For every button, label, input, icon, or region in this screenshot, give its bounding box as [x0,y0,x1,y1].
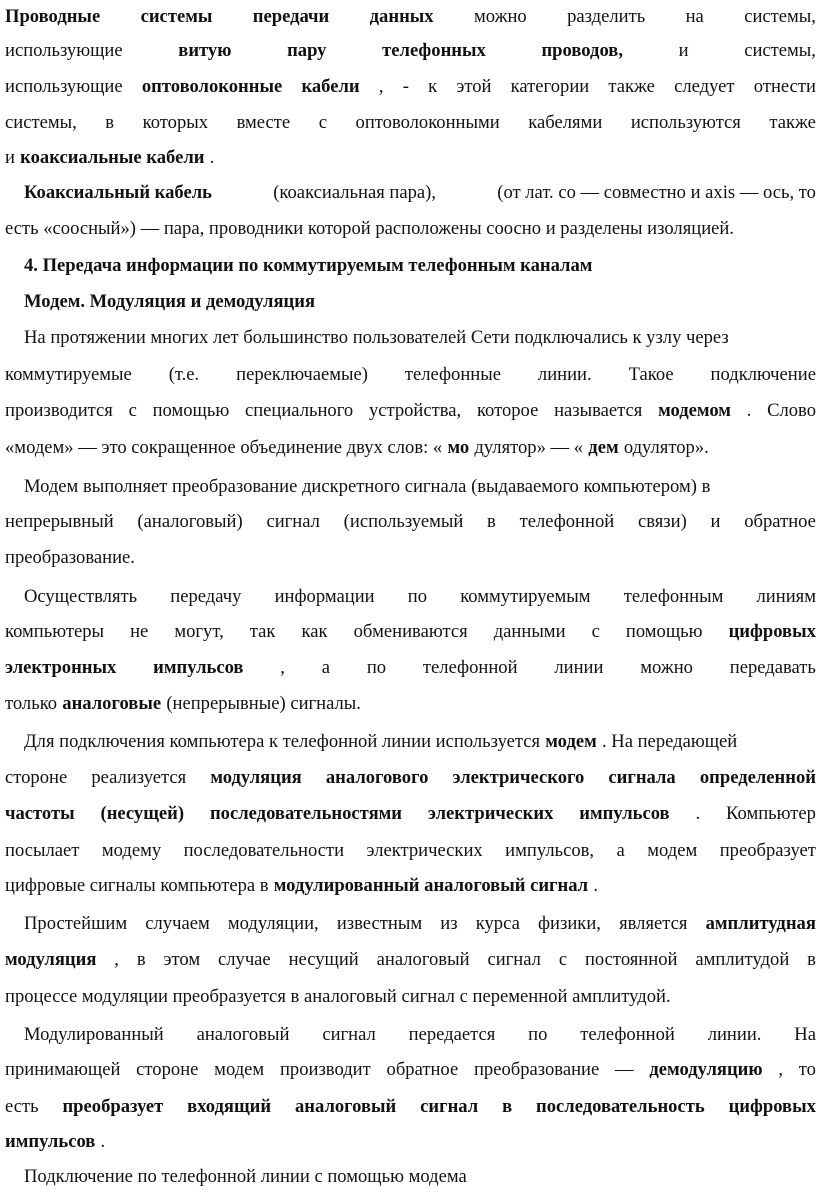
text-fragment: Модем выполняет преобразование дискретного сигнала (выдаваемого компьютером) в [24,476,711,497]
text-fragment: . [695,803,701,824]
text-fragment: , [378,76,384,97]
text-line [24,470,816,504]
text-fragment: переключаемые) [236,364,368,385]
text-fragment: (т.е. [168,364,200,385]
text-fragment: Компьютер [726,803,816,824]
bold-text: (несущей) [100,803,185,824]
text-fragment: коммутируемые [5,364,132,385]
text-fragment: по [407,586,428,607]
text-fragment: электрических [366,840,483,861]
text-line [5,869,816,903]
text-fragment: стороне [136,1059,199,1080]
text-line [5,1125,816,1159]
text-fragment: с [128,400,137,421]
bold-text: передачи [252,6,330,27]
text-fragment: сигнал [487,949,541,970]
text-fragment: линии [554,657,604,678]
bold-text: электронных [5,657,117,678]
bold-text: оптоволоконные [141,76,283,97]
bold-text: сигнала [608,767,676,788]
bold-text: аналоговый [294,1096,397,1117]
bold-text: системы [140,6,213,27]
text-fragment: , [280,657,285,678]
text-fragment: обмениваются [353,621,468,642]
text-fragment: называется [554,400,643,421]
bold-text: последовательность [536,1096,705,1117]
text-fragment: которое [476,400,539,421]
bold-text: аналоговые [62,693,162,714]
text-fragment: разделить [567,6,646,27]
text-fragment: (от лат. co — совместно и axis — ось, то [497,182,816,203]
bold-text: последовательностями [209,803,403,824]
text-fragment: амплитудой [695,949,790,970]
text-fragment: телефонной [519,511,615,532]
text-fragment: модем [214,1059,265,1080]
text-fragment: линии. [537,364,592,385]
bold-text: данных [369,6,434,27]
text-fragment: которых [142,112,209,133]
bold-text: дем [588,437,619,458]
text-fragment: из [440,913,458,934]
text-fragment: , [778,1059,784,1080]
text-fragment: с [591,621,600,642]
text-fragment: вместе [236,112,291,133]
text-fragment: то [798,1059,816,1080]
text-fragment: преобразование [473,1059,600,1080]
text-line [5,106,816,140]
text-fragment: Слово [767,400,816,421]
text-fragment: помощью [152,400,230,421]
text-line [5,1053,816,1087]
text-fragment: Осуществлять [24,586,138,607]
bold-text: цифровых [728,621,816,642]
text-fragment: — [615,1059,634,1080]
text-fragment: связи) [637,511,687,532]
text-fragment: телефонным [623,586,724,607]
text-fragment: в [807,949,816,970]
text-fragment: следует [674,76,735,97]
text-fragment: телефонные [404,364,501,385]
text-fragment: аналоговый [196,1024,290,1045]
text-fragment: (используемый [343,511,464,532]
text-fragment: также [608,76,655,97]
text-fragment: модем [647,840,698,861]
text-fragment: специального [244,400,354,421]
text-fragment: цифровые сигналы компьютера в [5,875,269,896]
bold-text: коаксиальные кабели [20,147,205,168]
text-fragment: помощью [625,621,703,642]
text-fragment: постоянной [584,949,678,970]
text-fragment: могут, [174,621,224,642]
text-line [5,431,816,465]
text-fragment: телефонной [422,657,518,678]
text-line [5,761,816,795]
text-line [5,358,816,392]
text-fragment: использующие [5,76,123,97]
text-fragment: преобразование. [5,547,135,568]
text-fragment: можно [640,657,693,678]
text-fragment: принимающей [5,1059,121,1080]
text-fragment: есть «соосный») — пара, проводники которой расположены соосно и разделены изоляцией. [5,218,735,239]
text-fragment: к [428,76,438,97]
text-line [24,249,816,283]
text-fragment: на [685,6,704,27]
text-fragment: категории [510,76,590,97]
text-fragment: отнести [753,76,816,97]
bold-text: Коаксиальный кабель [24,182,212,203]
text-fragment: можно [474,6,527,27]
bold-text: электрического [452,767,585,788]
text-line [24,1160,816,1194]
text-fragment: подключение [710,364,816,385]
text-fragment: импульсов, [505,840,595,861]
text-fragment: с [558,949,568,970]
text-fragment: посылает [5,840,80,861]
text-fragment: коммутируемым [460,586,591,607]
text-fragment: Простейшим [24,913,128,934]
bold-text: частоты [5,803,75,824]
text-fragment: только [5,693,58,714]
text-fragment: использующие [5,40,123,61]
text-fragment: системы, [744,6,816,27]
text-fragment: по [366,657,387,678]
bold-text: модулированный аналоговый сигнал [273,875,589,896]
text-line [5,541,816,575]
text-fragment: передачу [170,586,242,607]
text-fragment: информации [274,586,375,607]
text-line [5,141,816,175]
text-fragment: несущий [288,949,359,970]
text-fragment: с [318,112,327,133]
text-fragment: . На передающей [601,731,738,752]
text-fragment: случаем [145,913,210,934]
text-fragment: этом [163,949,201,970]
text-fragment: также [769,112,816,133]
text-fragment: в [136,949,146,970]
bold-text: входящий [187,1096,272,1117]
text-fragment: дулятор» — « [474,437,584,458]
text-fragment: передавать [729,657,816,678]
text-fragment: . [209,147,215,168]
text-fragment: известным [336,913,423,934]
text-fragment: (аналоговый) [137,511,243,532]
text-fragment: используются [630,112,741,133]
text-line [24,1018,816,1052]
bold-text: Проводные [5,6,101,27]
text-fragment: модуляции, [227,913,319,934]
bold-text: кабели [301,76,360,97]
text-fragment: в [105,112,115,133]
text-fragment: . [100,1131,106,1152]
text-fragment: . [593,875,598,896]
text-fragment: сигнал [266,511,320,532]
text-line [5,687,816,721]
text-line [24,176,816,210]
text-fragment: оптоволоконными [355,112,500,133]
text-fragment: и [710,511,721,532]
bold-text: сигнал [420,1096,479,1117]
text-fragment: реализуется [91,767,187,788]
text-fragment: Такое [628,364,674,385]
text-fragment: системы, [744,40,816,61]
text-fragment: есть [5,1096,39,1117]
text-fragment: случае [217,949,271,970]
text-fragment: последовательности [183,840,345,861]
text-fragment: линиям [756,586,816,607]
text-fragment: этой [456,76,492,97]
bold-text: 4. Передача информации по коммутируемым телефонным каналам [24,255,593,276]
text-fragment: одулятор». [623,437,709,458]
text-fragment: как [301,621,328,642]
text-fragment: данными [493,621,566,642]
text-line [5,1090,816,1124]
bold-text: модуляция [5,949,97,970]
text-line [5,0,816,34]
text-line [5,70,816,104]
bold-text: амплитудная [705,913,816,934]
text-fragment: «модем» — это сокращенное объединение двух слов: « [5,437,443,458]
text-fragment: курса [475,913,520,934]
bold-text: электрических [427,803,554,824]
text-fragment: устройства, [368,400,462,421]
text-fragment: физики, [538,913,601,934]
text-line [5,797,816,831]
text-fragment: Подключение по телефонной линии с помощью модема [24,1166,467,1187]
text-line [5,615,816,649]
text-fragment: и [5,147,15,168]
text-fragment: . [746,400,752,421]
text-fragment: стороне [5,767,68,788]
text-line [5,834,816,868]
bold-text: импульсов [5,1131,96,1152]
text-fragment: системы, [5,112,77,133]
bold-text: в [502,1096,513,1117]
bold-text: импульсов [579,803,670,824]
text-fragment: компьютеры [5,621,105,642]
bold-text: преобразует [62,1096,164,1117]
text-fragment: - [402,76,409,97]
bold-text: модуляция [210,767,302,788]
text-fragment: модему [101,840,162,861]
text-fragment: а [616,840,625,861]
text-fragment: и [678,40,689,61]
text-line [5,980,816,1014]
text-fragment: непрерывный [5,511,114,532]
text-fragment: Модулированный [24,1024,164,1045]
text-fragment: телефонной [580,1024,675,1045]
bold-text: проводов, [541,40,623,61]
text-fragment: На [794,1024,816,1045]
text-fragment: процессе модуляции преобразуется в аналоговый сигнал с переменной амплитудой. [5,986,671,1007]
bold-text: витую [178,40,232,61]
bold-text: мо [447,437,470,458]
text-fragment: аналоговый [376,949,470,970]
text-fragment: не [130,621,149,642]
text-fragment: , [114,949,119,970]
text-fragment: обратное [744,511,816,532]
text-fragment: линии. [707,1024,762,1045]
bold-text: демодуляцию [649,1059,763,1080]
text-fragment: а [321,657,331,678]
text-line [5,394,816,428]
text-fragment: передается [408,1024,496,1045]
text-fragment: Для подключения компьютера к телефонной линии используется [24,731,541,752]
bold-text: аналогового [325,767,429,788]
text-fragment: сигнал [322,1024,376,1045]
text-fragment: (непрерывные) сигналы. [166,693,361,714]
text-fragment: обратное [386,1059,459,1080]
text-fragment: в [487,511,496,532]
text-line [24,725,816,759]
text-fragment: производится [5,400,113,421]
bold-text: импульсов [153,657,244,678]
text-line [5,212,816,246]
text-fragment: преобразует [719,840,816,861]
text-line [24,285,816,319]
text-line [24,580,816,614]
text-line [5,34,816,68]
text-line [5,943,816,977]
bold-text: пару [287,40,327,61]
text-fragment: На протяжении многих лет большинство пользователей Сети подключались к узлу через [24,327,729,348]
text-fragment: производит [279,1059,371,1080]
text-line [24,907,816,941]
text-fragment: является [619,913,688,934]
text-fragment: по [528,1024,548,1045]
text-line [5,505,816,539]
bold-text: модемом [658,400,731,421]
bold-text: модем [545,731,597,752]
text-fragment: (коаксиальная пара), [273,182,437,203]
text-fragment: кабелями [528,112,603,133]
bold-text: Модем. Модуляция и демодуляция [24,291,316,312]
bold-text: определенной [699,767,816,788]
bold-text: телефонных [382,40,486,61]
text-fragment: так [249,621,276,642]
bold-text: цифровых [728,1096,816,1117]
text-line [24,321,816,355]
text-line [5,651,816,685]
